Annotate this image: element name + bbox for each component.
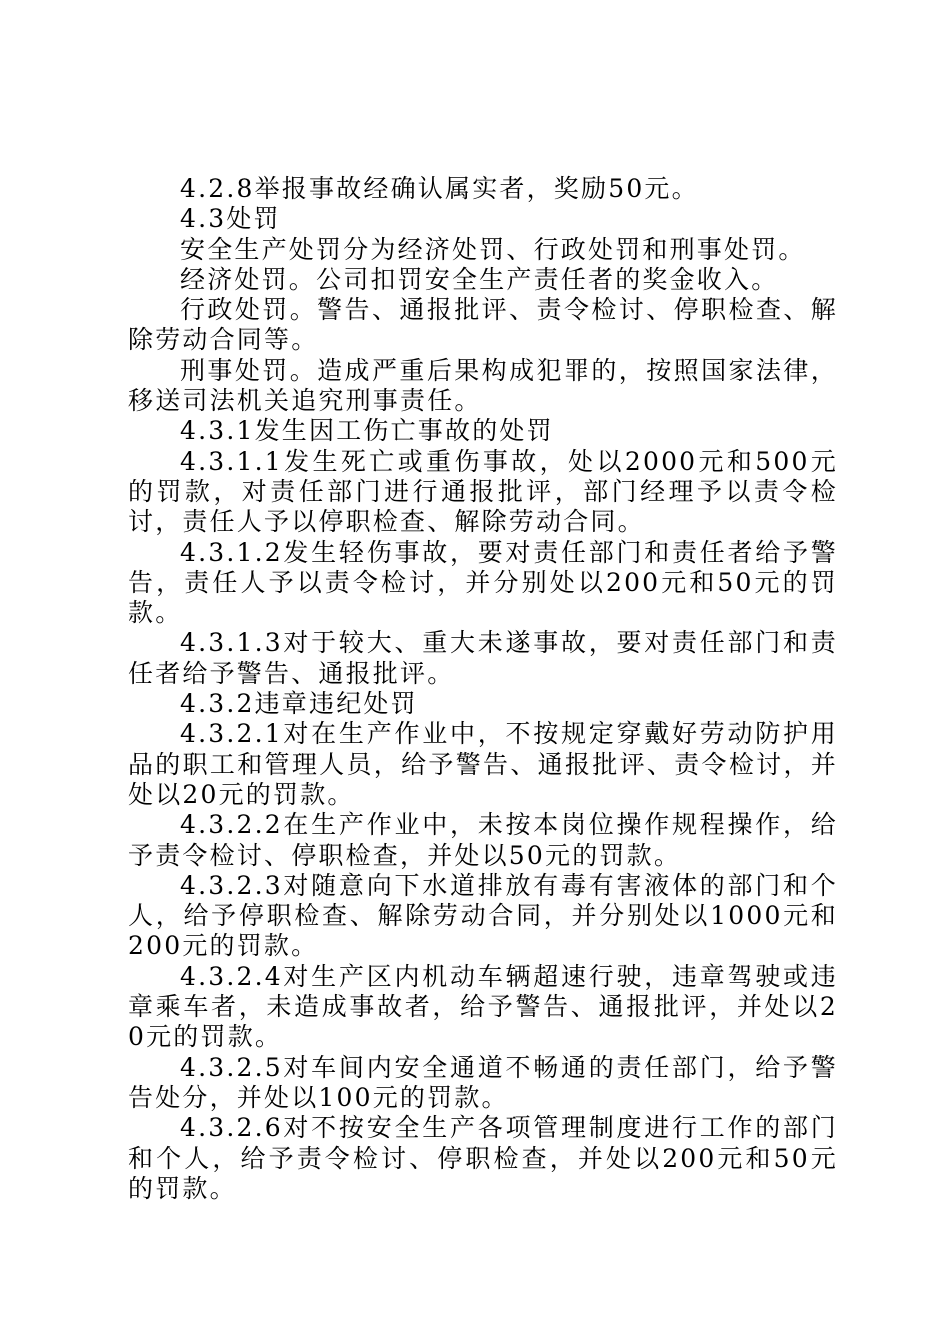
para-4-3-2-6: 4.3.2.6对不按安全生产各项管理制度进行工作的部门和个人，给予责令检讨、停职检查，并处以200元和50元的罚款。 [128,1113,838,1203]
para-4-3-1-2: 4.3.1.2发生轻伤事故，要对责任部门和责任者给予警告，责任人予以责令检讨，并分别处以200元和50元的罚款。 [128,537,838,628]
para-4-3-1-1: 4.3.1.1发生死亡或重伤事故，处以2000元和500元的罚款，对责任部门进行通报批评，部门经理予以责令检讨，责任人予以停职检查、解除劳动合同。 [128,446,838,537]
para-4-3-2-1: 4.3.2.1对在生产作业中，不按规定穿戴好劳动防护用品的职工和管理人员，给予警告、通报批评、责令检讨，并处以20元的罚款。 [128,719,838,809]
section-heading-4-3-1: 4.3.1发生因工伤亡事故的处罚 [180,416,554,446]
para-4-3-1-3: 4.3.1.3对于较大、重大未遂事故，要对责任部门和责任者给予警告、通报批评。 [128,628,838,688]
para-criminal-penalty: 刑事处罚。造成严重后果构成犯罪的，按照国家法律，移送司法机关追究刑事责任。 [128,355,838,416]
para-administrative-penalty: 行政处罚。警告、通报批评、责令检讨、停职检查、解除劳动合同等。 [128,295,838,355]
para-4-3-2-5: 4.3.2.5对车间内安全通道不畅通的责任部门，给予警告处分，并处以100元的罚款。 [128,1052,838,1112]
document-body [128,174,838,1204]
section-heading-4-3: 4.3处罚 [180,204,281,234]
para-4-2-8-reward: 4.2.8举报事故经确认属实者，奖励50元。 [180,174,699,203]
section-heading-4-3-2: 4.3.2违章违纪处罚 [180,689,418,719]
para-4-3-2-4: 4.3.2.4对生产区内机动车辆超速行驶，违章驾驶或违章乘车者，未造成事故者，给予警告、通报批评，并处以20元的罚款。 [128,961,838,1052]
para-4-3-2-2: 4.3.2.2在生产作业中，未按本岗位操作规程操作，给予责令检讨、停职检查，并处以50元的罚款。 [128,810,838,870]
para-penalty-types: 安全生产处罚分为经济处罚、行政处罚和刑事处罚。 [180,234,806,264]
para-economic-penalty: 经济处罚。公司扣罚安全生产责任者的奖金收入。 [180,264,779,294]
para-4-3-2-3: 4.3.2.3对随意向下水道排放有毒有害液体的部门和个人，给予停职检查、解除劳动合同，并分别处以1000元和200元的罚款。 [128,870,838,961]
